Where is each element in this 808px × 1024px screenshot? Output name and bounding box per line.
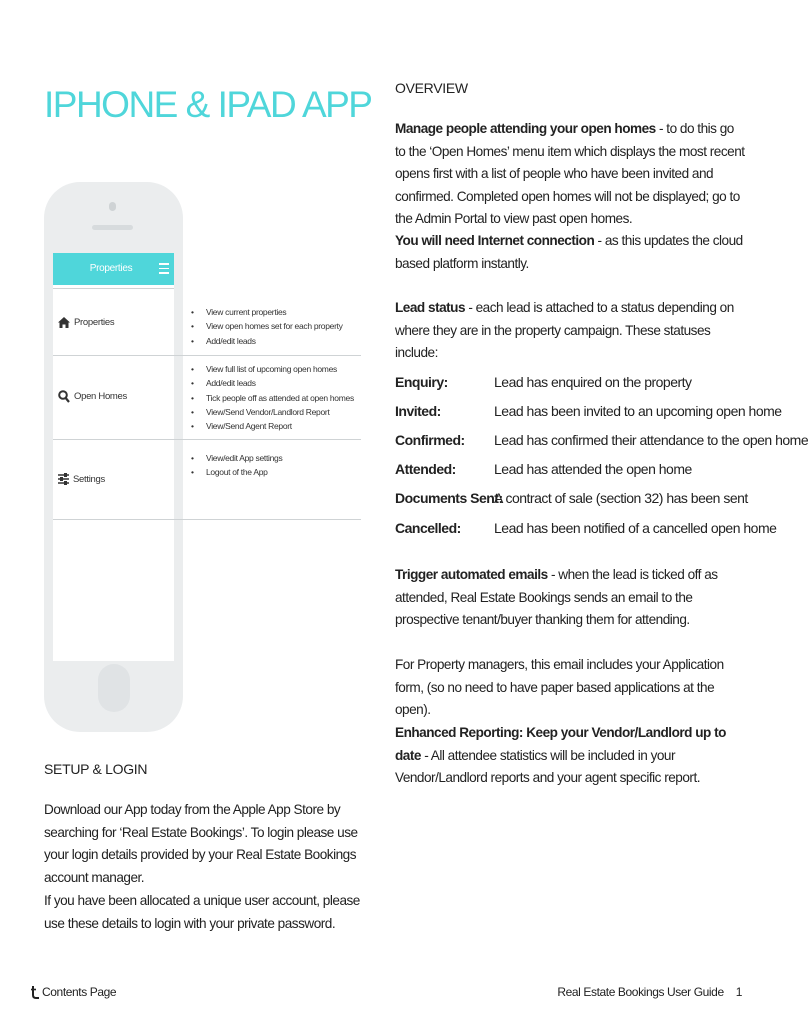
phone-camera bbox=[109, 202, 116, 211]
reporting-paragraph bbox=[395, 722, 747, 790]
status-name: Confirmed: bbox=[395, 432, 465, 448]
contents-page-link[interactable] bbox=[30, 985, 116, 999]
status-desc: Lead has confirmed their attendance to the open home bbox=[494, 432, 808, 448]
status-desc: A contract of sale (section 32) has been sent bbox=[494, 490, 748, 506]
status-desc: Lead has enquired on the property bbox=[494, 374, 692, 390]
menu-item-open-homes[interactable] bbox=[58, 390, 127, 403]
back-arrow-icon bbox=[30, 985, 40, 999]
menu-item-label: Settings bbox=[73, 473, 105, 485]
manage-bold: Manage people attending your open homes bbox=[395, 121, 656, 136]
open-homes-feature-list bbox=[191, 362, 354, 433]
trigger-text: - when the lead is ticked off as attended, Real Estate Bookings sends an email to the prospective tenant/buyer thanking them for attending. bbox=[395, 567, 718, 628]
status-name: Cancelled: bbox=[395, 520, 461, 536]
reporting-text: - All attendee statistics will be included in your Vendor/Landlord reports and your agent specific report. bbox=[395, 747, 700, 786]
status-name: Invited: bbox=[395, 403, 441, 419]
menu-item-settings[interactable] bbox=[58, 473, 105, 485]
lead-status-paragraph bbox=[395, 297, 747, 365]
manage-paragraph bbox=[395, 118, 747, 231]
internet-text: - as this updates the cloud based platform instantly. bbox=[395, 233, 743, 271]
menu-divider bbox=[53, 439, 361, 440]
menu-divider bbox=[53, 288, 174, 289]
login-paragraph: If you have been allocated a unique user account, please use these details to login with your private password. bbox=[44, 893, 360, 931]
menu-item-properties[interactable] bbox=[58, 317, 114, 328]
setup-paragraph: Download our App today from the Apple App Store by searching for ‘Real Estate Bookings’. To login please use your login details provided by your Real Estate Bookings account manager. bbox=[44, 802, 358, 885]
reporting-bold: Enhanced Reporting: Keep your Vendor/Landlord up to date bbox=[395, 725, 726, 763]
status-name: Attended: bbox=[395, 461, 456, 477]
list-item: • Tick people off as attended at open homes bbox=[191, 391, 354, 405]
lead-status-text: - each lead is attached to a status depending on where they are in the property campaign. These statuses include: bbox=[395, 300, 734, 361]
properties-feature-list bbox=[191, 305, 343, 348]
list-item: • Logout of the App bbox=[191, 465, 282, 479]
list-item: • Add/edit leads bbox=[191, 376, 354, 390]
phone-speaker bbox=[92, 225, 133, 230]
footer-guide-info bbox=[557, 985, 742, 999]
phone-screen bbox=[53, 253, 174, 661]
setup-heading: SETUP & LOGIN bbox=[44, 761, 148, 777]
lead-status-bold: Lead status bbox=[395, 300, 466, 315]
property-managers-paragraph: For Property managers, this email includes your Application form, (so no need to have paper based applications at the open). bbox=[395, 657, 724, 718]
home-icon bbox=[58, 317, 70, 328]
menu-item-label: Open Homes bbox=[74, 391, 127, 402]
status-desc: Lead has been notified of a cancelled open home bbox=[494, 520, 777, 536]
settings-feature-list bbox=[191, 451, 282, 480]
menu-divider bbox=[53, 519, 361, 520]
manage-text: - to do this go to the ‘Open Homes’ menu item which displays the most recent opens first with a list of people who have been invited and confirmed. Completed open homes will not be displayed; go to the Admin Portal to view past open homes. bbox=[395, 121, 745, 227]
menu-item-label: Properties bbox=[74, 317, 115, 328]
sliders-icon bbox=[58, 473, 69, 485]
trigger-paragraph bbox=[395, 564, 747, 632]
list-item: • View/edit App settings bbox=[191, 451, 282, 465]
internet-paragraph bbox=[395, 230, 747, 275]
app-header bbox=[53, 253, 174, 285]
status-name: Documents Sent: bbox=[395, 490, 503, 506]
list-item: • View open homes set for each property bbox=[191, 319, 343, 333]
contents-page-label: Contents Page bbox=[42, 985, 117, 999]
list-item: • View full list of upcoming open homes bbox=[191, 362, 354, 376]
internet-bold: You will need Internet connection bbox=[395, 233, 595, 248]
status-desc: Lead has been invited to an upcoming open home bbox=[494, 403, 782, 419]
list-item: • View/Send Agent Report bbox=[191, 419, 354, 433]
status-desc: Lead has attended the open home bbox=[494, 461, 692, 477]
hamburger-menu-icon[interactable] bbox=[159, 263, 169, 274]
page-number: 1 bbox=[735, 985, 742, 999]
list-item: • View current properties bbox=[191, 305, 343, 319]
app-header-title: Properties bbox=[89, 263, 133, 274]
list-item: • View/Send Vendor/Landlord Report bbox=[191, 405, 354, 419]
list-item: • Add/edit leads bbox=[191, 334, 343, 348]
page-title: IPHONE & IPAD APP bbox=[44, 84, 372, 125]
search-icon bbox=[58, 390, 70, 403]
phone-home-button bbox=[98, 664, 130, 712]
menu-divider bbox=[53, 355, 361, 356]
guide-title: Real Estate Bookings User Guide bbox=[557, 985, 724, 999]
trigger-bold: Trigger automated emails bbox=[395, 567, 548, 582]
overview-heading: OVERVIEW bbox=[395, 80, 468, 96]
status-name: Enquiry: bbox=[395, 374, 448, 390]
